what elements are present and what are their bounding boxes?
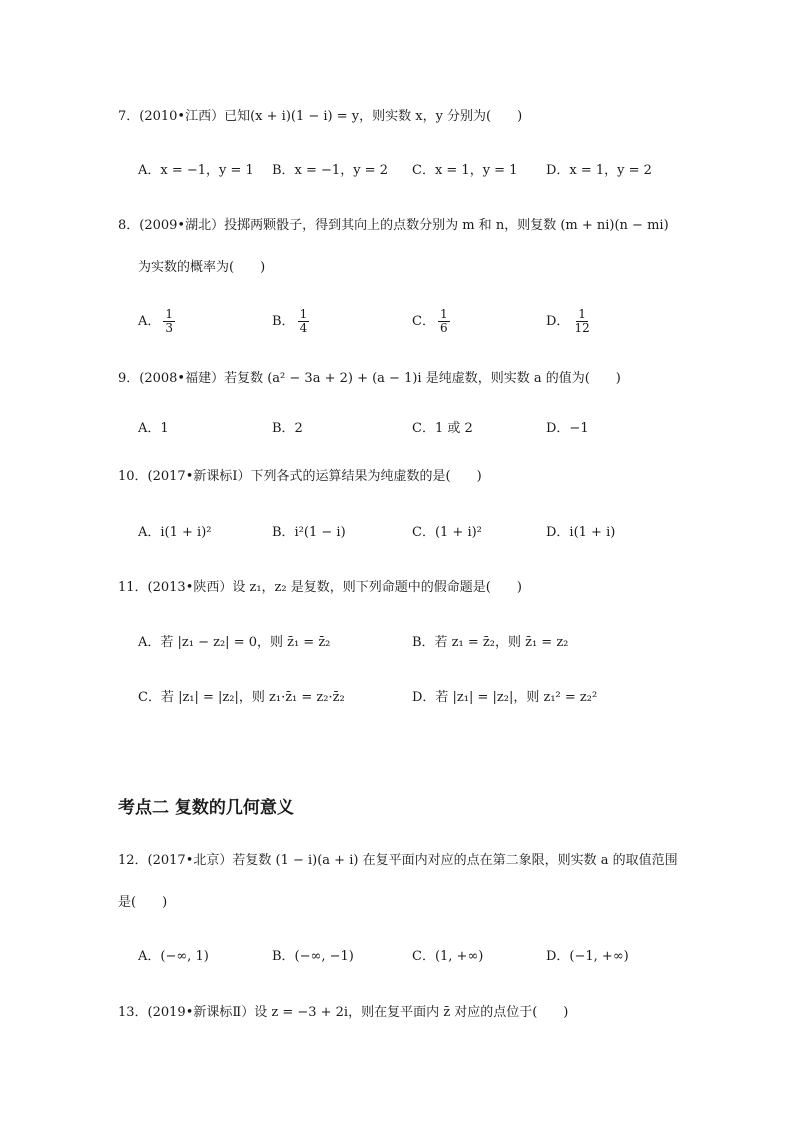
question-13-stem: 13．(2019•新课标Ⅱ）设 z = −3 + 2i，则在复平面内 z̄ 对应的点位于( ) <box>118 1005 569 1020</box>
fraction-numerator: 1 <box>578 307 586 321</box>
question-12-option-a[interactable]: A．(−∞, 1) <box>138 949 209 964</box>
question-8-option-a[interactable] <box>138 308 175 335</box>
question-11-option-d[interactable]: D．若 |z₁| = |z₂|，则 z₁² = z₂² <box>412 690 598 705</box>
question-12-stem-line1: 12．(2017•北京）若复数 (1 − i)(a + i) 在复平面内对应的点在第二象限，则实数 a 的取值范围 <box>118 853 678 868</box>
option-letter: A． <box>138 314 161 329</box>
option-letter: B． <box>272 314 295 329</box>
question-8-option-d[interactable] <box>546 308 592 335</box>
fraction <box>438 308 450 335</box>
question-12-stem-line2: 是( ) <box>118 895 168 910</box>
question-9-option-d[interactable]: D．−1 <box>546 421 589 436</box>
fraction-numerator: 1 <box>299 307 308 321</box>
fraction-denominator: 6 <box>439 321 448 335</box>
question-10-option-b[interactable]: B．i²(1 − i) <box>272 525 346 540</box>
question-9-option-b[interactable]: B．2 <box>272 421 303 436</box>
fraction <box>163 308 175 335</box>
question-11-option-c[interactable]: C．若 |z₁| = |z₂|，则 z₁·z̄₁ = z₂·z̄₂ <box>138 690 345 705</box>
question-9-option-c[interactable]: C．1 或 2 <box>412 421 473 436</box>
question-9-option-a[interactable]: A．1 <box>138 421 169 436</box>
question-7-option-a[interactable]: A．x = −1，y = 1 <box>138 163 254 178</box>
question-10-option-d[interactable]: D．i(1 + i) <box>546 525 616 540</box>
section-heading: 考点二 复数的几何意义 <box>118 798 294 818</box>
question-10-option-a[interactable]: A．i(1 + i)² <box>138 525 212 540</box>
question-12-option-d[interactable]: D．(−1, +∞) <box>546 949 629 964</box>
question-8-option-b[interactable] <box>272 308 309 335</box>
question-7-option-b[interactable]: B．x = −1，y = 2 <box>272 163 388 178</box>
question-7-option-c[interactable]: C．x = 1，y = 1 <box>412 163 518 178</box>
question-11-option-a[interactable]: A．若 |z₁ − z₂| = 0，则 z̄₁ = z̄₂ <box>138 635 331 650</box>
question-12-option-c[interactable]: C．(1, +∞) <box>412 949 484 964</box>
question-9-stem: 9．(2008•福建）若复数 (a² − 3a + 2) + (a − 1)i 是纯虚数，则实数 a 的值为( ) <box>118 371 621 386</box>
question-7-option-d[interactable]: D．x = 1，y = 2 <box>546 163 652 178</box>
question-10-stem: 10．(2017•新课标Ⅰ）下列各式的运算结果为纯虚数的是( ) <box>118 469 482 484</box>
question-8-stem-line2: 为实数的概率为( ) <box>138 260 266 275</box>
fraction <box>298 308 310 335</box>
question-12-option-b[interactable]: B．(−∞, −1) <box>272 949 354 964</box>
question-8-stem-line1: 8．(2009•湖北）投掷两颗骰子，得到其向上的点数分别为 m 和 n，则复数 (m + ni)(n − mi) <box>118 218 669 233</box>
fraction-numerator: 1 <box>165 307 174 321</box>
question-11-option-b[interactable]: B．若 z₁ = z̄₂，则 z̄₁ = z₂ <box>412 635 569 650</box>
question-10-option-c[interactable]: C．(1 + i)² <box>412 525 482 540</box>
fraction-denominator: 12 <box>574 321 590 335</box>
question-11-stem: 11．(2013•陕西）设 z₁，z₂ 是复数，则下列命题中的假命题是( ) <box>118 580 522 595</box>
option-letter: C． <box>412 314 435 329</box>
fraction-denominator: 4 <box>299 321 308 335</box>
question-7-stem: 7．(2010•江西）已知(x + i)(1 − i) = y，则实数 x，y 分别为( ) <box>118 109 523 124</box>
fraction-denominator: 3 <box>165 321 174 335</box>
option-letter: D． <box>546 314 570 329</box>
question-8-option-c[interactable] <box>412 308 450 335</box>
fraction-numerator: 1 <box>439 307 448 321</box>
fraction <box>572 308 591 335</box>
